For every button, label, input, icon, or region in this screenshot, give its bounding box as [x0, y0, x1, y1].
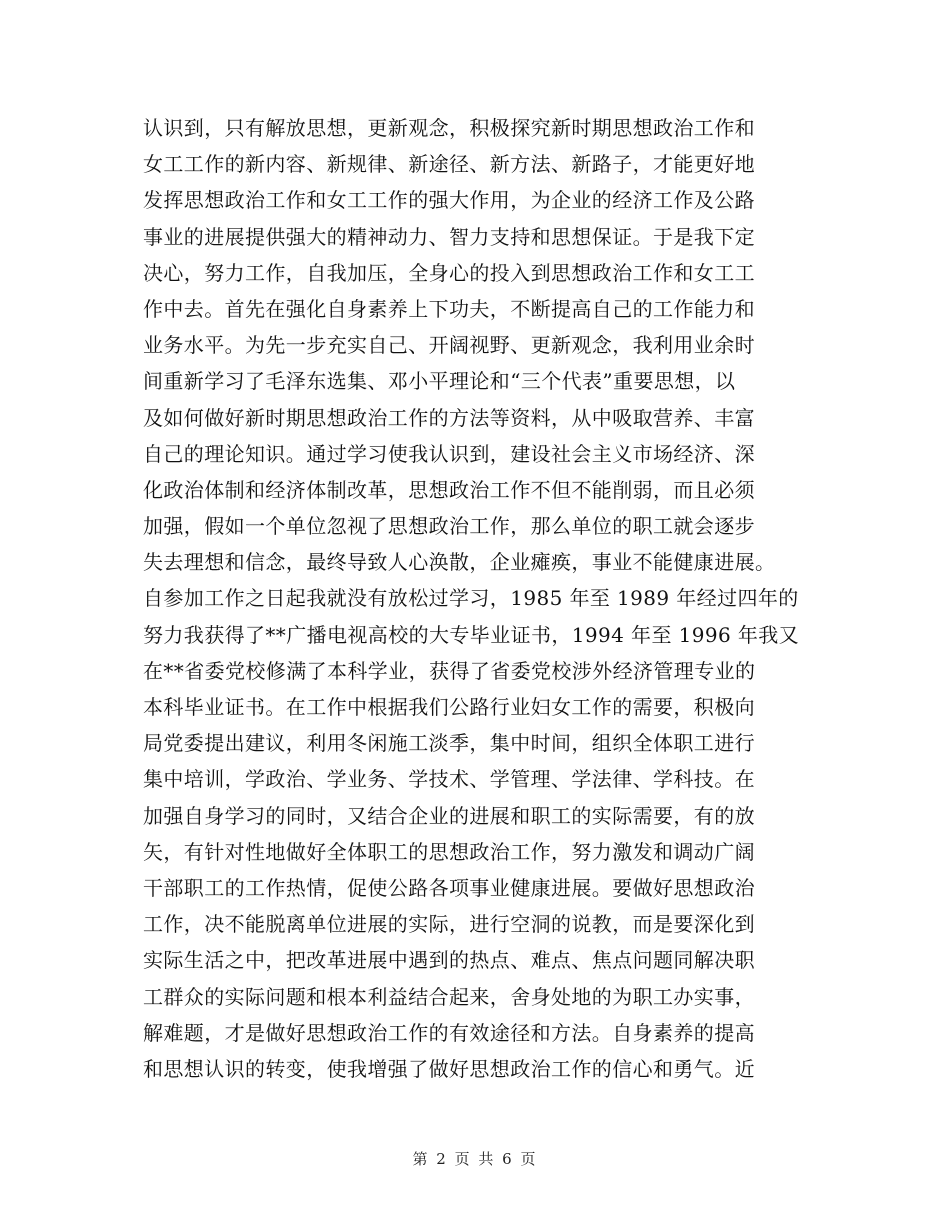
text-line: 矢，有针对性地做好全体职工的思想政治工作，努力激发和调动广阔 [143, 839, 755, 864]
text-line: 女工工作的新内容、新规律、新途径、新方法、新路子，才能更好地 [143, 152, 755, 177]
text-line: 及如何做好新时期思想政治工作的方法等资料，从中吸取营养、丰富 [143, 405, 755, 430]
text-line: 化政治体制和经济体制改革，思想政治工作不但不能削弱，而且必须 [143, 477, 755, 502]
text-line: 自参加工作之日起我就没有放松过学习，1985 年至 1989 年经过四年的 [143, 586, 799, 611]
text-line: 自己的理论知识。通过学习使我认识到，建设社会主义市场经济、深 [143, 441, 755, 466]
text-line: 解难题，才是做好思想政治工作的有效途径和方法。自身素养的提高 [143, 1020, 755, 1045]
text-line: 集中培训，学政治、学业务、学技术、学管理、学法律、学科技。在 [143, 767, 755, 792]
text-line: 局党委提出建议，利用冬闲施工淡季，集中时间，组织全体职工进行 [143, 731, 755, 756]
text-line: 业务水平。为先一步充实自己、开阔视野、更新观念，我利用业余时 [143, 333, 755, 358]
text-line: 工作，决不能脱离单位进展的实际，进行空洞的说教，而是要深化到 [143, 912, 755, 937]
text-line: 发挥思想政治工作和女工工作的强大作用，为企业的经济工作及公路 [143, 188, 755, 213]
text-line: 间重新学习了毛泽东选集、邓小平理论和“三个代表”重要思想，以 [143, 369, 736, 394]
text-line: 事业的进展提供强大的精神动力、智力支持和思想保证。于是我下定 [143, 224, 755, 249]
text-line: 工群众的实际问题和根本利益结合起来，舍身处地的为职工办实事， [143, 984, 755, 1009]
text-line: 加强，假如一个单位忽视了思想政治工作，那么单位的职工就会逐步 [143, 514, 755, 539]
text-line: 加强自身学习的同时，又结合企业的进展和职工的实际需要，有的放 [143, 803, 755, 828]
text-line: 实际生活之中，把改革进展中遇到的热点、难点、焦点问题同解决职 [143, 948, 755, 973]
text-line: 在**省委党校修满了本科学业，获得了省委党校涉外经济管理专业的 [143, 658, 756, 683]
text-line: 作中去。首先在强化自身素养上下功夫，不断提高自己的工作能力和 [143, 296, 755, 321]
document-body [143, 110, 823, 1087]
text-line: 决心，努力工作，自我加压，全身心的投入到思想政治工作和女工工 [143, 260, 755, 285]
page-number-footer: 第 2 页 共 6 页 [412, 1150, 538, 1168]
text-line: 和思想认识的转变，使我增强了做好思想政治工作的信心和勇气。近 [143, 1056, 755, 1081]
text-line: 认识到，只有解放思想，更新观念，积极探究新时期思想政治工作和 [143, 116, 755, 140]
text-line: 努力我获得了**广播电视高校的大专毕业证书，1994 年至 1996 年我又 [143, 622, 800, 647]
text-line: 本科毕业证书。在工作中根据我们公路行业妇女工作的需要，积极向 [143, 695, 755, 719]
text-line: 失去理想和信念，最终导致人心涣散，企业瘫痪，事业不能健康进展。 [143, 550, 776, 575]
text-line: 干部职工的工作热情，促使公路各项事业健康进展。要做好思想政治 [143, 875, 755, 900]
